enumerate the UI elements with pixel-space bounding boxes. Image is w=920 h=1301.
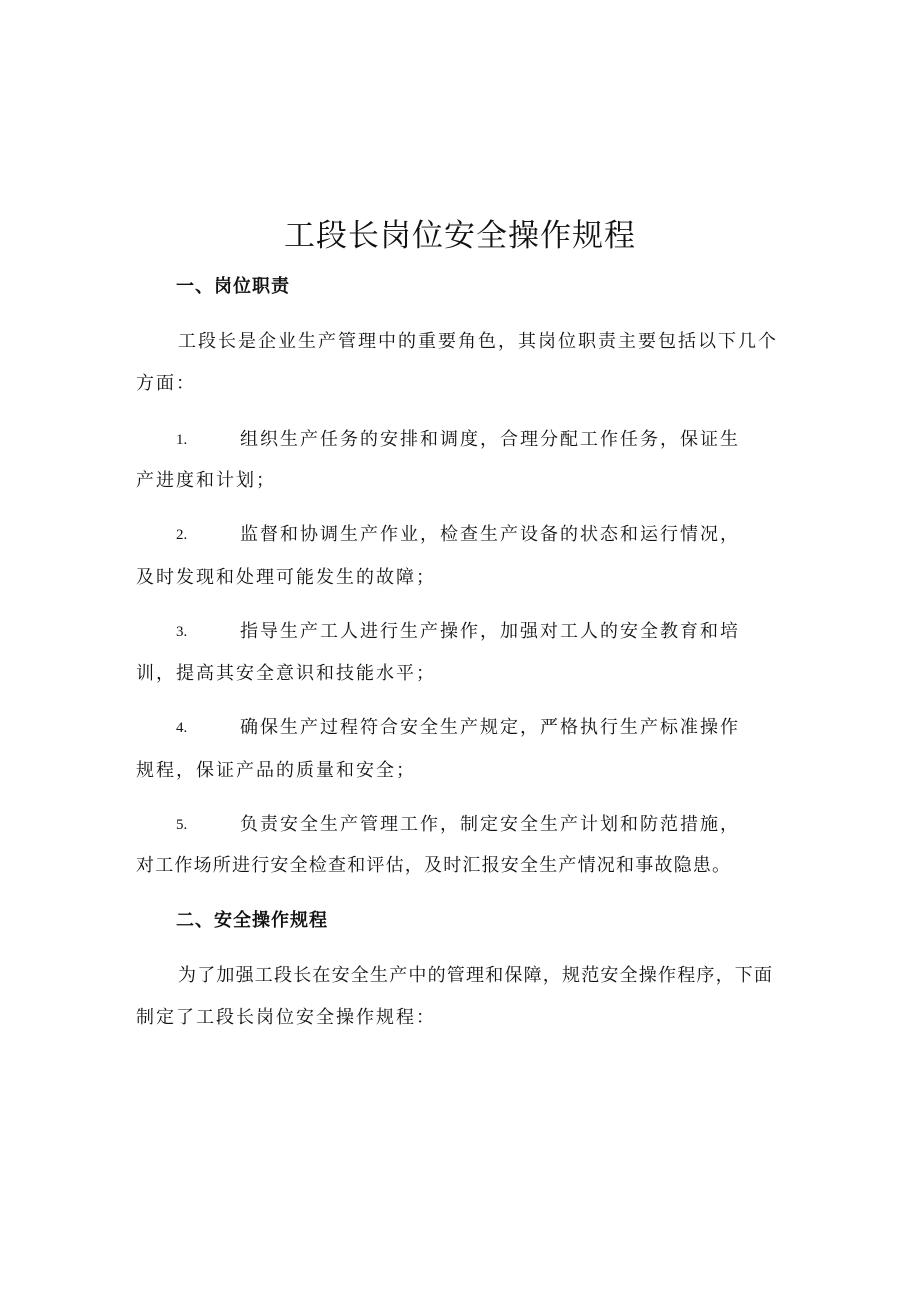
list-item-text: 产进度和计划； (136, 470, 276, 491)
list-item-number: 5. (176, 817, 188, 833)
list-item-text: 及时发现和处理可能发生的故障； (136, 567, 436, 588)
procedures-intro-line: 制定了工段长岗位安全操作规程： (136, 1007, 436, 1028)
list-item-text: 确保生产过程符合安全生产规定，严格执行生产标准操作 (240, 717, 740, 738)
list-item-text: 组织生产任务的安排和调度，合理分配工作任务，保证生 (240, 429, 740, 450)
list-item-text: 对工作场所进行安全检查和评估，及时汇报安全生产情况和事故隐患。 (136, 855, 732, 876)
list-item-number: 3. (176, 624, 188, 640)
intro-paragraph-line: 方面： (136, 373, 196, 394)
list-item-number: 2. (176, 527, 188, 543)
document-title: 工段长岗位安全操作规程 (284, 218, 636, 254)
list-item-text: 负责安全生产管理工作，制定安全生产计划和防范措施， (240, 814, 740, 835)
section-heading-safety-procedures: 二、安全操作规程 (176, 910, 328, 931)
list-item-text: 训，提高其安全意识和技能水平； (136, 663, 436, 684)
list-item-text: 监督和协调生产作业，检查生产设备的状态和运行情况， (240, 524, 740, 545)
list-item-text: 指导生产工人进行生产操作，加强对工人的安全教育和培 (240, 621, 740, 642)
list-item-number: 1. (176, 432, 188, 448)
section-heading-duties: 一、岗位职责 (176, 276, 290, 297)
procedures-intro-line: 为了加强工段长在安全生产中的管理和保障，规范安全操作程序，下面 (178, 965, 774, 986)
list-item-text: 规程，保证产品的质量和安全； (136, 760, 416, 781)
list-item-number: 4. (176, 720, 188, 736)
intro-paragraph-line: 工段长是企业生产管理中的重要角色，其岗位职责主要包括以下几个 (178, 331, 778, 352)
